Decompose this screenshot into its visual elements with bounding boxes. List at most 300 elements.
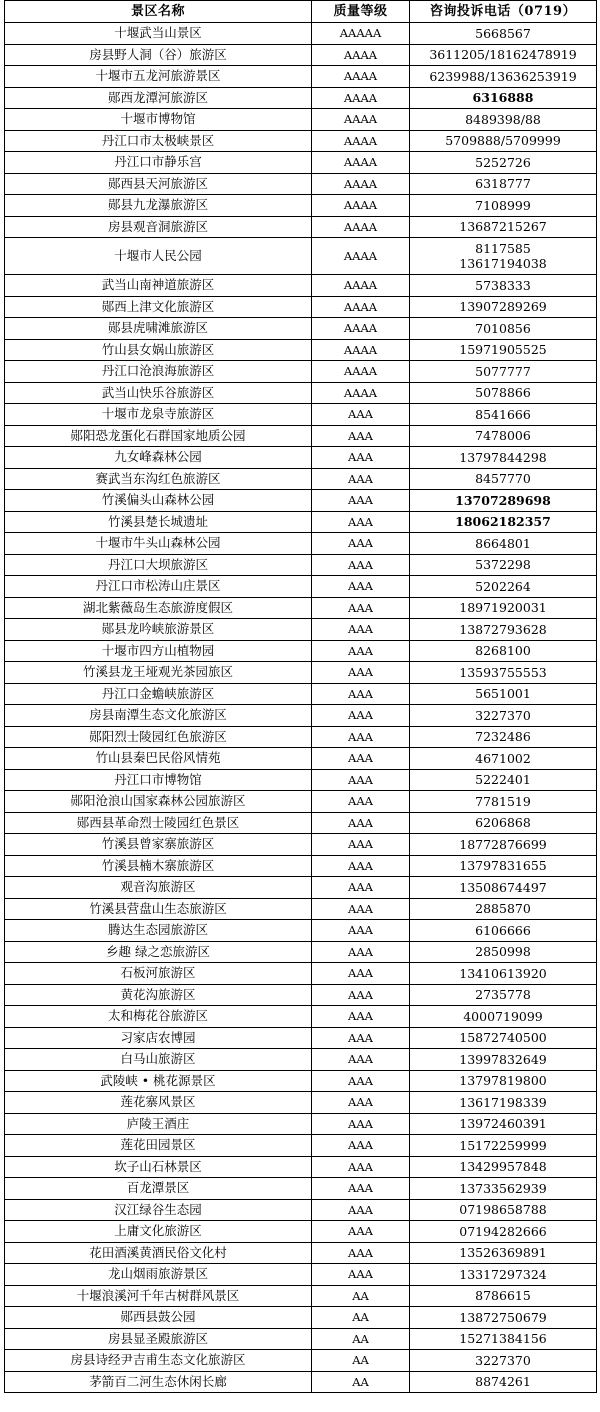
phone-number: 4000719099 bbox=[463, 1008, 543, 1024]
phone-number: 13972460391 bbox=[459, 1116, 547, 1132]
phone-number: 13526369891 bbox=[459, 1245, 547, 1261]
quality-grade: AA bbox=[312, 1328, 410, 1350]
phone-number: 6106666 bbox=[475, 922, 531, 938]
scenic-area-name: 白马山旅游区 bbox=[5, 1049, 312, 1071]
table-row bbox=[5, 791, 597, 813]
phone-number: 13429957848 bbox=[459, 1159, 547, 1175]
scenic-area-name: 郧西上津文化旅游区 bbox=[5, 296, 312, 318]
quality-grade: AAA bbox=[312, 898, 410, 920]
complaint-phone bbox=[410, 1221, 597, 1243]
complaint-phone bbox=[410, 66, 597, 88]
quality-grade: AA bbox=[312, 1371, 410, 1393]
complaint-phone bbox=[410, 920, 597, 942]
phone-number: 8786615 bbox=[475, 1288, 531, 1304]
phone-number: 7781519 bbox=[475, 793, 531, 809]
column-header-phone: 咨询投诉电话（0719） bbox=[410, 1, 597, 23]
table-row bbox=[5, 1113, 597, 1135]
phone-number: 3227370 bbox=[475, 707, 531, 723]
scenic-area-name: 百龙潭景区 bbox=[5, 1178, 312, 1200]
table-row bbox=[5, 109, 597, 131]
table-row bbox=[5, 1049, 597, 1071]
complaint-phone bbox=[410, 511, 597, 533]
complaint-phone bbox=[410, 1199, 597, 1221]
scenic-area-name: 竹溪偏头山森林公园 bbox=[5, 490, 312, 512]
scenic-area-name: 丹江口沧浪海旅游区 bbox=[5, 361, 312, 383]
complaint-phone bbox=[410, 195, 597, 217]
phone-number: 2850998 bbox=[475, 944, 531, 960]
complaint-phone bbox=[410, 23, 597, 45]
quality-grade: AA bbox=[312, 1350, 410, 1372]
scenic-area-name: 竹溪县龙王垭观光茶园旅区 bbox=[5, 662, 312, 684]
table-row bbox=[5, 339, 597, 361]
complaint-phone bbox=[410, 1092, 597, 1114]
complaint-phone bbox=[410, 87, 597, 109]
complaint-phone bbox=[410, 447, 597, 469]
complaint-phone bbox=[410, 339, 597, 361]
table-row bbox=[5, 812, 597, 834]
quality-grade: AAAA bbox=[312, 238, 410, 275]
quality-grade: AAA bbox=[312, 834, 410, 856]
table-row bbox=[5, 683, 597, 705]
table-row bbox=[5, 173, 597, 195]
scenic-area-name: 十堰市四方山植物园 bbox=[5, 640, 312, 662]
complaint-phone bbox=[410, 1113, 597, 1135]
phone-number: 8664801 bbox=[475, 535, 531, 551]
phone-number: 6206868 bbox=[475, 815, 531, 831]
quality-grade: AAA bbox=[312, 1113, 410, 1135]
table-row bbox=[5, 597, 597, 619]
phone-number: 8268100 bbox=[475, 643, 531, 659]
phone-number: 2735778 bbox=[475, 987, 531, 1003]
scenic-area-name: 黄花沟旅游区 bbox=[5, 984, 312, 1006]
scenic-area-name: 房县显圣殿旅游区 bbox=[5, 1328, 312, 1350]
phone-number: 13317297324 bbox=[459, 1266, 547, 1282]
scenic-area-name: 房县观音洞旅游区 bbox=[5, 216, 312, 238]
complaint-phone bbox=[410, 640, 597, 662]
scenic-area-name: 郧阳沧浪山国家森林公园旅游区 bbox=[5, 791, 312, 813]
table-row bbox=[5, 404, 597, 426]
scenic-area-name: 汉江绿谷生态园 bbox=[5, 1199, 312, 1221]
scenic-area-name: 房县诗经尹吉甫生态文化旅游区 bbox=[5, 1350, 312, 1372]
scenic-area-name: 十堰市五龙河旅游景区 bbox=[5, 66, 312, 88]
table-row bbox=[5, 640, 597, 662]
quality-grade: AAA bbox=[312, 597, 410, 619]
table-row bbox=[5, 216, 597, 238]
complaint-phone bbox=[410, 109, 597, 131]
complaint-phone bbox=[410, 683, 597, 705]
complaint-phone bbox=[410, 941, 597, 963]
scenic-area-name: 丹江口市松涛山庄景区 bbox=[5, 576, 312, 598]
phone-number: 8874261 bbox=[475, 1374, 531, 1390]
table-row bbox=[5, 920, 597, 942]
phone-number: 3611205/18162478919 bbox=[429, 47, 577, 63]
table-row bbox=[5, 1242, 597, 1264]
phone-number: 5222401 bbox=[475, 772, 531, 788]
scenic-area-name: 腾达生态园旅游区 bbox=[5, 920, 312, 942]
phone-number: 18062182357 bbox=[455, 514, 551, 530]
scenic-area-name: 十堰市龙泉寺旅游区 bbox=[5, 404, 312, 426]
table-row bbox=[5, 490, 597, 512]
quality-grade: AAA bbox=[312, 511, 410, 533]
phone-number: 6318777 bbox=[475, 176, 531, 192]
scenic-area-name: 郧阳恐龙蛋化石群国家地质公园 bbox=[5, 425, 312, 447]
quality-grade: AAA bbox=[312, 490, 410, 512]
table-row bbox=[5, 152, 597, 174]
complaint-phone bbox=[410, 791, 597, 813]
quality-grade: AAAA bbox=[312, 66, 410, 88]
complaint-phone bbox=[410, 597, 597, 619]
complaint-phone bbox=[410, 1027, 597, 1049]
scenic-area-name: 郧县虎啸滩旅游区 bbox=[5, 318, 312, 340]
complaint-phone bbox=[410, 425, 597, 447]
table-row bbox=[5, 511, 597, 533]
complaint-phone bbox=[410, 1070, 597, 1092]
quality-grade: AAA bbox=[312, 1221, 410, 1243]
scenic-area-name: 莲花田园景区 bbox=[5, 1135, 312, 1157]
quality-grade: AAA bbox=[312, 812, 410, 834]
quality-grade: AA bbox=[312, 1307, 410, 1329]
scenic-area-name: 郧西龙潭河旅游区 bbox=[5, 87, 312, 109]
phone-number: 15872740500 bbox=[459, 1030, 547, 1046]
phone-number: 7478006 bbox=[475, 428, 531, 444]
phone-number: 13508674497 bbox=[459, 879, 547, 895]
phone-number: 07198658788 bbox=[459, 1202, 547, 1218]
quality-grade: AAA bbox=[312, 1049, 410, 1071]
scenic-area-name: 十堰浪溪河千年古树群风景区 bbox=[5, 1285, 312, 1307]
quality-grade: AAA bbox=[312, 576, 410, 598]
scenic-area-name: 十堰市人民公园 bbox=[5, 238, 312, 275]
quality-grade: AAA bbox=[312, 705, 410, 727]
table-row bbox=[5, 130, 597, 152]
phone-number: 6239988/13636253919 bbox=[429, 68, 577, 84]
scenic-area-name: 庐陵王酒庄 bbox=[5, 1113, 312, 1135]
table-row bbox=[5, 769, 597, 791]
phone-number: 5738333 bbox=[475, 277, 531, 293]
scenic-area-name: 丹江口大坝旅游区 bbox=[5, 554, 312, 576]
scenic-area-name: 茅箭百二河生态休闲长廊 bbox=[5, 1371, 312, 1393]
phone-number: 5651001 bbox=[475, 686, 531, 702]
scenic-area-name: 习家店农博园 bbox=[5, 1027, 312, 1049]
complaint-phone bbox=[410, 1178, 597, 1200]
phone-number: 13797831655 bbox=[459, 858, 547, 874]
table-row bbox=[5, 361, 597, 383]
table-row bbox=[5, 877, 597, 899]
phone-number: 15172259999 bbox=[459, 1137, 547, 1153]
table-row bbox=[5, 1027, 597, 1049]
phone-number: 18772876699 bbox=[459, 836, 547, 852]
table-row bbox=[5, 195, 597, 217]
table-row bbox=[5, 44, 597, 66]
phone-number: 5202264 bbox=[475, 578, 531, 594]
table-row bbox=[5, 1092, 597, 1114]
phone-number: 5077777 bbox=[475, 363, 531, 379]
scenic-area-name: 郧阳烈士陵园红色旅游区 bbox=[5, 726, 312, 748]
scenic-area-name: 丹江口市博物馆 bbox=[5, 769, 312, 791]
quality-grade: AAA bbox=[312, 941, 410, 963]
scenic-area-name: 郧西县鼓公园 bbox=[5, 1307, 312, 1329]
quality-grade: AAAA bbox=[312, 195, 410, 217]
table-row bbox=[5, 468, 597, 490]
complaint-phone bbox=[410, 812, 597, 834]
quality-grade: AAA bbox=[312, 1156, 410, 1178]
complaint-phone bbox=[410, 1371, 597, 1393]
scenic-area-name: 坎子山石林景区 bbox=[5, 1156, 312, 1178]
table-row bbox=[5, 1135, 597, 1157]
phone-number: 13687215267 bbox=[459, 219, 547, 235]
complaint-phone bbox=[410, 1350, 597, 1372]
scenic-area-name: 观音沟旅游区 bbox=[5, 877, 312, 899]
column-header-grade: 质量等级 bbox=[312, 1, 410, 23]
phone-number: 5078866 bbox=[475, 385, 531, 401]
quality-grade: AAAA bbox=[312, 361, 410, 383]
quality-grade: AAA bbox=[312, 1135, 410, 1157]
scenic-area-name: 竹山县秦巴民俗风情苑 bbox=[5, 748, 312, 770]
table-row bbox=[5, 382, 597, 404]
table-row bbox=[5, 1178, 597, 1200]
table-row bbox=[5, 1371, 597, 1393]
complaint-phone bbox=[410, 238, 597, 275]
scenic-area-name: 武当山快乐谷旅游区 bbox=[5, 382, 312, 404]
complaint-phone bbox=[410, 576, 597, 598]
table-row bbox=[5, 23, 597, 45]
table-row bbox=[5, 66, 597, 88]
quality-grade: AAA bbox=[312, 404, 410, 426]
phone-number: 13997832649 bbox=[459, 1051, 547, 1067]
phone-number: 13797819800 bbox=[459, 1073, 547, 1089]
table-row bbox=[5, 834, 597, 856]
complaint-phone bbox=[410, 1006, 597, 1028]
quality-grade: AAA bbox=[312, 1264, 410, 1286]
complaint-phone bbox=[410, 1156, 597, 1178]
quality-grade: AAA bbox=[312, 468, 410, 490]
complaint-phone bbox=[410, 44, 597, 66]
quality-grade: AAA bbox=[312, 984, 410, 1006]
complaint-phone bbox=[410, 404, 597, 426]
phone-number: 13707289698 bbox=[455, 492, 551, 508]
complaint-phone bbox=[410, 662, 597, 684]
table-row bbox=[5, 1221, 597, 1243]
phone-number: 13872793628 bbox=[459, 621, 547, 637]
scenic-area-name: 郧县九龙瀑旅游区 bbox=[5, 195, 312, 217]
phone-number: 4671002 bbox=[475, 750, 531, 766]
phone-number: 13410613920 bbox=[459, 965, 547, 981]
complaint-phone bbox=[410, 1328, 597, 1350]
scenic-area-name: 十堰市博物馆 bbox=[5, 109, 312, 131]
scenic-area-name: 十堰武当山景区 bbox=[5, 23, 312, 45]
phone-number-secondary: 13617194038 bbox=[459, 256, 547, 271]
table-row bbox=[5, 748, 597, 770]
phone-number: 13593755553 bbox=[459, 664, 547, 680]
table-row bbox=[5, 425, 597, 447]
complaint-phone bbox=[410, 1242, 597, 1264]
scenic-area-name: 竹溪县楠木寨旅游区 bbox=[5, 855, 312, 877]
complaint-phone bbox=[410, 1135, 597, 1157]
table-row bbox=[5, 941, 597, 963]
quality-grade: AAAA bbox=[312, 216, 410, 238]
quality-grade: AAAA bbox=[312, 339, 410, 361]
table-row bbox=[5, 726, 597, 748]
phone-number: 8489398/88 bbox=[465, 111, 541, 127]
scenic-area-table bbox=[4, 0, 597, 1393]
quality-grade: AAA bbox=[312, 1199, 410, 1221]
scenic-area-name: 竹溪县营盘山生态旅游区 bbox=[5, 898, 312, 920]
phone-number: 8117585 bbox=[475, 241, 531, 256]
complaint-phone bbox=[410, 748, 597, 770]
quality-grade: AAA bbox=[312, 662, 410, 684]
quality-grade: AAA bbox=[312, 963, 410, 985]
scenic-area-name: 赛武当东沟红色旅游区 bbox=[5, 468, 312, 490]
scenic-area-name: 乡趣 绿之恋旅游区 bbox=[5, 941, 312, 963]
phone-number: 3227370 bbox=[475, 1352, 531, 1368]
complaint-phone bbox=[410, 296, 597, 318]
table-row bbox=[5, 1307, 597, 1329]
complaint-phone bbox=[410, 533, 597, 555]
complaint-phone bbox=[410, 619, 597, 641]
table-row bbox=[5, 1328, 597, 1350]
complaint-phone bbox=[410, 554, 597, 576]
scenic-area-name: 莲花寨风景区 bbox=[5, 1092, 312, 1114]
quality-grade: AAAA bbox=[312, 296, 410, 318]
quality-grade: AAAA bbox=[312, 109, 410, 131]
table-row bbox=[5, 447, 597, 469]
scenic-area-name: 石板河旅游区 bbox=[5, 963, 312, 985]
quality-grade: AAA bbox=[312, 640, 410, 662]
complaint-phone bbox=[410, 1307, 597, 1329]
quality-grade: AAA bbox=[312, 1070, 410, 1092]
quality-grade: AAAA bbox=[312, 275, 410, 297]
phone-number: 7108999 bbox=[475, 197, 531, 213]
phone-number: 5709888/5709999 bbox=[445, 133, 561, 149]
phone-number: 2885870 bbox=[475, 901, 531, 917]
table-header-row bbox=[5, 1, 597, 23]
column-header-name: 景区名称 bbox=[5, 1, 312, 23]
table-row bbox=[5, 1006, 597, 1028]
table-body bbox=[5, 23, 597, 1393]
table-row bbox=[5, 1156, 597, 1178]
quality-grade: AAA bbox=[312, 791, 410, 813]
table-row bbox=[5, 1264, 597, 1286]
quality-grade: AAAA bbox=[312, 130, 410, 152]
quality-grade: AAA bbox=[312, 533, 410, 555]
complaint-phone bbox=[410, 963, 597, 985]
complaint-phone bbox=[410, 152, 597, 174]
table-row bbox=[5, 662, 597, 684]
quality-grade: AAA bbox=[312, 1092, 410, 1114]
quality-grade: AAA bbox=[312, 769, 410, 791]
complaint-phone bbox=[410, 898, 597, 920]
quality-grade: AAA bbox=[312, 1178, 410, 1200]
scenic-area-name: 丹江口金蟾峡旅游区 bbox=[5, 683, 312, 705]
phone-number: 07194282666 bbox=[459, 1223, 547, 1239]
complaint-phone bbox=[410, 173, 597, 195]
phone-number: 5668567 bbox=[475, 25, 531, 41]
quality-grade: AAA bbox=[312, 619, 410, 641]
phone-number: 13733562939 bbox=[459, 1180, 547, 1196]
table-row bbox=[5, 705, 597, 727]
table-row bbox=[5, 87, 597, 109]
scenic-area-name: 竹溪县曾家寨旅游区 bbox=[5, 834, 312, 856]
scenic-area-name: 竹溪县楚长城遗址 bbox=[5, 511, 312, 533]
complaint-phone bbox=[410, 1264, 597, 1286]
scenic-area-name: 房县野人洞（谷）旅游区 bbox=[5, 44, 312, 66]
scenic-area-name: 武陵峡 • 桃花源景区 bbox=[5, 1070, 312, 1092]
complaint-phone bbox=[410, 361, 597, 383]
scenic-area-name: 房县南潭生态文化旅游区 bbox=[5, 705, 312, 727]
scenic-area-name: 上庸文化旅游区 bbox=[5, 1221, 312, 1243]
scenic-area-name: 十堰市牛头山森林公园 bbox=[5, 533, 312, 555]
scenic-area-name: 郧西县天河旅游区 bbox=[5, 173, 312, 195]
quality-grade: AAA bbox=[312, 1242, 410, 1264]
table-row bbox=[5, 619, 597, 641]
complaint-phone bbox=[410, 705, 597, 727]
quality-grade: AAAA bbox=[312, 173, 410, 195]
complaint-phone bbox=[410, 468, 597, 490]
complaint-phone bbox=[410, 877, 597, 899]
scenic-area-name: 九女峰森林公园 bbox=[5, 447, 312, 469]
table-row bbox=[5, 855, 597, 877]
quality-grade: AAA bbox=[312, 683, 410, 705]
complaint-phone bbox=[410, 318, 597, 340]
quality-grade: AAA bbox=[312, 1006, 410, 1028]
table-row bbox=[5, 1350, 597, 1372]
quality-grade: AAA bbox=[312, 447, 410, 469]
quality-grade: AAAA bbox=[312, 382, 410, 404]
phone-number: 13872750679 bbox=[459, 1309, 547, 1325]
table-row bbox=[5, 533, 597, 555]
complaint-phone bbox=[410, 984, 597, 1006]
scenic-area-table-sheet bbox=[4, 0, 596, 1412]
quality-grade: AA bbox=[312, 1285, 410, 1307]
table-row bbox=[5, 984, 597, 1006]
quality-grade: AAA bbox=[312, 726, 410, 748]
table-row bbox=[5, 554, 597, 576]
table-row bbox=[5, 238, 597, 275]
quality-grade: AAAA bbox=[312, 87, 410, 109]
scenic-area-name: 竹山县女娲山旅游区 bbox=[5, 339, 312, 361]
table-row bbox=[5, 1285, 597, 1307]
quality-grade: AAA bbox=[312, 920, 410, 942]
phone-number: 18971920031 bbox=[459, 600, 547, 616]
phone-number: 13797844298 bbox=[459, 449, 547, 465]
table-row bbox=[5, 296, 597, 318]
scenic-area-name: 郧西县革命烈士陵园红色景区 bbox=[5, 812, 312, 834]
quality-grade: AAA bbox=[312, 855, 410, 877]
quality-grade: AAA bbox=[312, 425, 410, 447]
scenic-area-name: 湖北紫薇岛生态旅游度假区 bbox=[5, 597, 312, 619]
scenic-area-name: 太和梅花谷旅游区 bbox=[5, 1006, 312, 1028]
complaint-phone bbox=[410, 1049, 597, 1071]
quality-grade: AAAA bbox=[312, 318, 410, 340]
phone-number: 7232486 bbox=[475, 729, 531, 745]
phone-number: 8457770 bbox=[475, 471, 531, 487]
complaint-phone bbox=[410, 382, 597, 404]
phone-number: 5252726 bbox=[475, 154, 531, 170]
complaint-phone bbox=[410, 1285, 597, 1307]
quality-grade: AAA bbox=[312, 748, 410, 770]
scenic-area-name: 丹江口市太极峡景区 bbox=[5, 130, 312, 152]
table-row bbox=[5, 275, 597, 297]
phone-number: 8541666 bbox=[475, 406, 531, 422]
complaint-phone bbox=[410, 855, 597, 877]
scenic-area-name: 郧县龙吟峡旅游景区 bbox=[5, 619, 312, 641]
quality-grade: AAAAA bbox=[312, 23, 410, 45]
quality-grade: AAA bbox=[312, 877, 410, 899]
scenic-area-name: 花田酒溪黄酒民俗文化村 bbox=[5, 1242, 312, 1264]
quality-grade: AAA bbox=[312, 554, 410, 576]
complaint-phone bbox=[410, 726, 597, 748]
quality-grade: AAAA bbox=[312, 44, 410, 66]
scenic-area-name: 丹江口市静乐宫 bbox=[5, 152, 312, 174]
